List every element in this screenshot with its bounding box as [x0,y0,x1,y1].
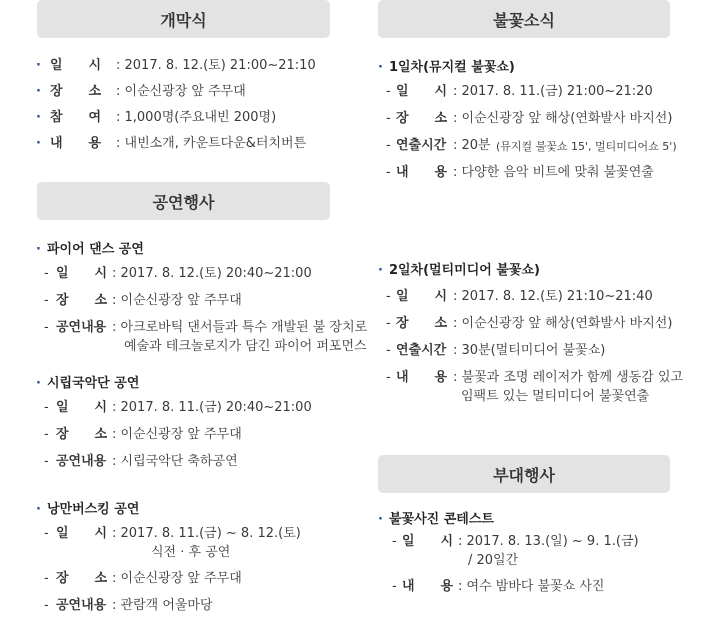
opening-ceremony-header [37,0,330,38]
fireworks-header [378,0,670,38]
fire-dance-title: · 파이어 댄스 공연 [36,242,144,257]
day1-title: · 1일차(뮤지컬 불꽃쇼) [378,60,515,75]
gugak-title: · 시립국악단 공연 [36,376,140,391]
fireworks-title: 불꽃소식 [493,10,555,30]
performances-title: 공연행사 [152,192,215,212]
opening-ceremony-title: 개막식 [160,10,207,30]
photo-contest-title: · 불꽃사진 콘테스트 [378,512,494,527]
busking-title: · 낭만버스킹 공연 [36,502,140,517]
performances-header [37,182,330,220]
side-events-title: 부대행사 [493,465,555,485]
day2-title: · 2일차(멀티미디어 불꽃쇼) [378,263,540,278]
side-events-header [378,455,670,493]
